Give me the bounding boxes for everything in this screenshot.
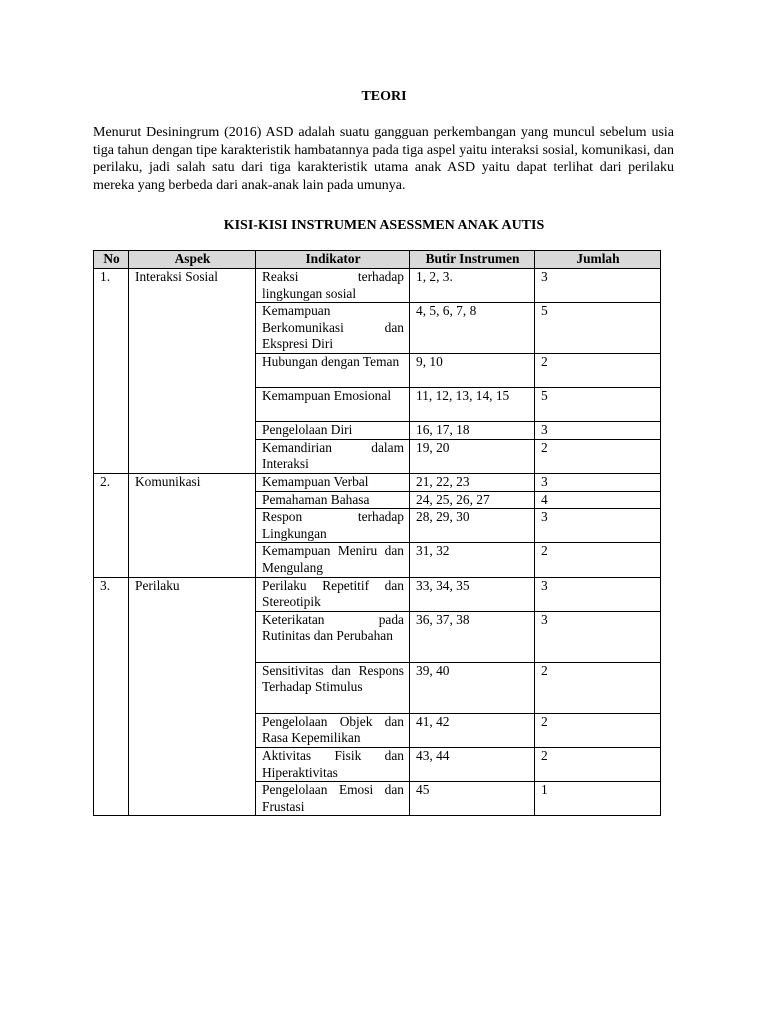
cell-indikator: Pemahaman Bahasa <box>256 491 410 509</box>
cell-jumlah: 5 <box>535 388 661 422</box>
cell-jumlah: 3 <box>535 473 661 491</box>
header-indikator: Indikator <box>256 251 410 269</box>
page-title: TEORI <box>361 89 407 104</box>
cell-jumlah: 2 <box>535 543 661 577</box>
cell-indikator: Pengelolaan Diri <box>256 422 410 440</box>
cell-jumlah: 3 <box>535 422 661 440</box>
instrument-grid-table <box>93 250 661 816</box>
cell-jumlah: 2 <box>535 662 661 713</box>
cell-jumlah: 2 <box>535 354 661 388</box>
cell-jumlah: 3 <box>535 269 661 303</box>
cell-no: 2. <box>94 473 129 577</box>
cell-no: 3. <box>94 577 129 816</box>
cell-butir: 19, 20 <box>410 439 535 473</box>
cell-butir: 41, 42 <box>410 713 535 747</box>
cell-butir: 1, 2, 3. <box>410 269 535 303</box>
cell-aspek: Perilaku <box>129 577 256 816</box>
cell-butir: 4, 5, 6, 7, 8 <box>410 303 535 354</box>
cell-butir: 24, 25, 26, 27 <box>410 491 535 509</box>
cell-indikator: Aktivitas Fisik dan Hiperaktivitas <box>256 747 410 781</box>
header-jumlah: Jumlah <box>535 251 661 269</box>
cell-indikator: Kemampuan Meniru dan Mengulang <box>256 543 410 577</box>
cell-butir: 16, 17, 18 <box>410 422 535 440</box>
cell-indikator: Pengelolaan Objek dan Rasa Kepemilikan <box>256 713 410 747</box>
cell-jumlah: 4 <box>535 491 661 509</box>
table-title: KISI-KISI INSTRUMEN ASESSMEN ANAK AUTIS <box>223 218 545 233</box>
cell-indikator: Pengelolaan Emosi dan Frustasi <box>256 782 410 816</box>
cell-indikator: Kemampuan Verbal <box>256 473 410 491</box>
cell-jumlah: 2 <box>535 713 661 747</box>
cell-jumlah: 2 <box>535 747 661 781</box>
cell-indikator: Respon terhadap Lingkungan <box>256 509 410 543</box>
cell-indikator: Keterikatan pada Rutinitas dan Perubahan <box>256 611 410 662</box>
table-row <box>94 577 661 611</box>
header-aspek: Aspek <box>129 251 256 269</box>
cell-butir: 28, 29, 30 <box>410 509 535 543</box>
cell-indikator: Perilaku Repetitif dan Stereotipik <box>256 577 410 611</box>
cell-no: 1. <box>94 269 129 474</box>
table-row <box>94 269 661 303</box>
cell-jumlah: 2 <box>535 439 661 473</box>
cell-butir: 33, 34, 35 <box>410 577 535 611</box>
cell-butir: 36, 37, 38 <box>410 611 535 662</box>
cell-indikator: Sensitivitas dan Respons Terhadap Stimulus <box>256 662 410 713</box>
cell-indikator: Reaksi terhadap lingkungan sosial <box>256 269 410 303</box>
cell-jumlah: 3 <box>535 509 661 543</box>
table-header-row <box>94 251 661 269</box>
cell-indikator: Kemampuan Berkomunikasi dan Ekspresi Diri <box>256 303 410 354</box>
cell-jumlah: 3 <box>535 611 661 662</box>
cell-jumlah: 1 <box>535 782 661 816</box>
intro-paragraph: Menurut Desiningrum (2016) ASD adalah suatu gangguan perkembangan yang muncul sebelum usia tiga tahun dengan tipe karakteristik hambatannya pada tiga aspel yaitu interaksi sosial, komunikasi, dan perilaku, jadi salah satu dari tiga karakteristik utama anak ASD yaitu dapat terlihat dari perilaku mereka yang berbeda dari anak-anak lain pada umunya. <box>93 125 674 193</box>
cell-indikator: Hubungan dengan Teman <box>256 354 410 388</box>
cell-jumlah: 5 <box>535 303 661 354</box>
header-no: No <box>94 251 129 269</box>
cell-jumlah: 3 <box>535 577 661 611</box>
cell-butir: 21, 22, 23 <box>410 473 535 491</box>
cell-butir: 43, 44 <box>410 747 535 781</box>
cell-indikator: Kemampuan Emosional <box>256 388 410 422</box>
cell-butir: 9, 10 <box>410 354 535 388</box>
cell-aspek: Interaksi Sosial <box>129 269 256 474</box>
cell-butir: 39, 40 <box>410 662 535 713</box>
cell-butir: 45 <box>410 782 535 816</box>
cell-butir: 11, 12, 13, 14, 15 <box>410 388 535 422</box>
table-row <box>94 473 661 491</box>
cell-indikator: Kemandirian dalam Interaksi <box>256 439 410 473</box>
header-butir-instrumen: Butir Instrumen <box>410 251 535 269</box>
cell-aspek: Komunikasi <box>129 473 256 577</box>
cell-butir: 31, 32 <box>410 543 535 577</box>
